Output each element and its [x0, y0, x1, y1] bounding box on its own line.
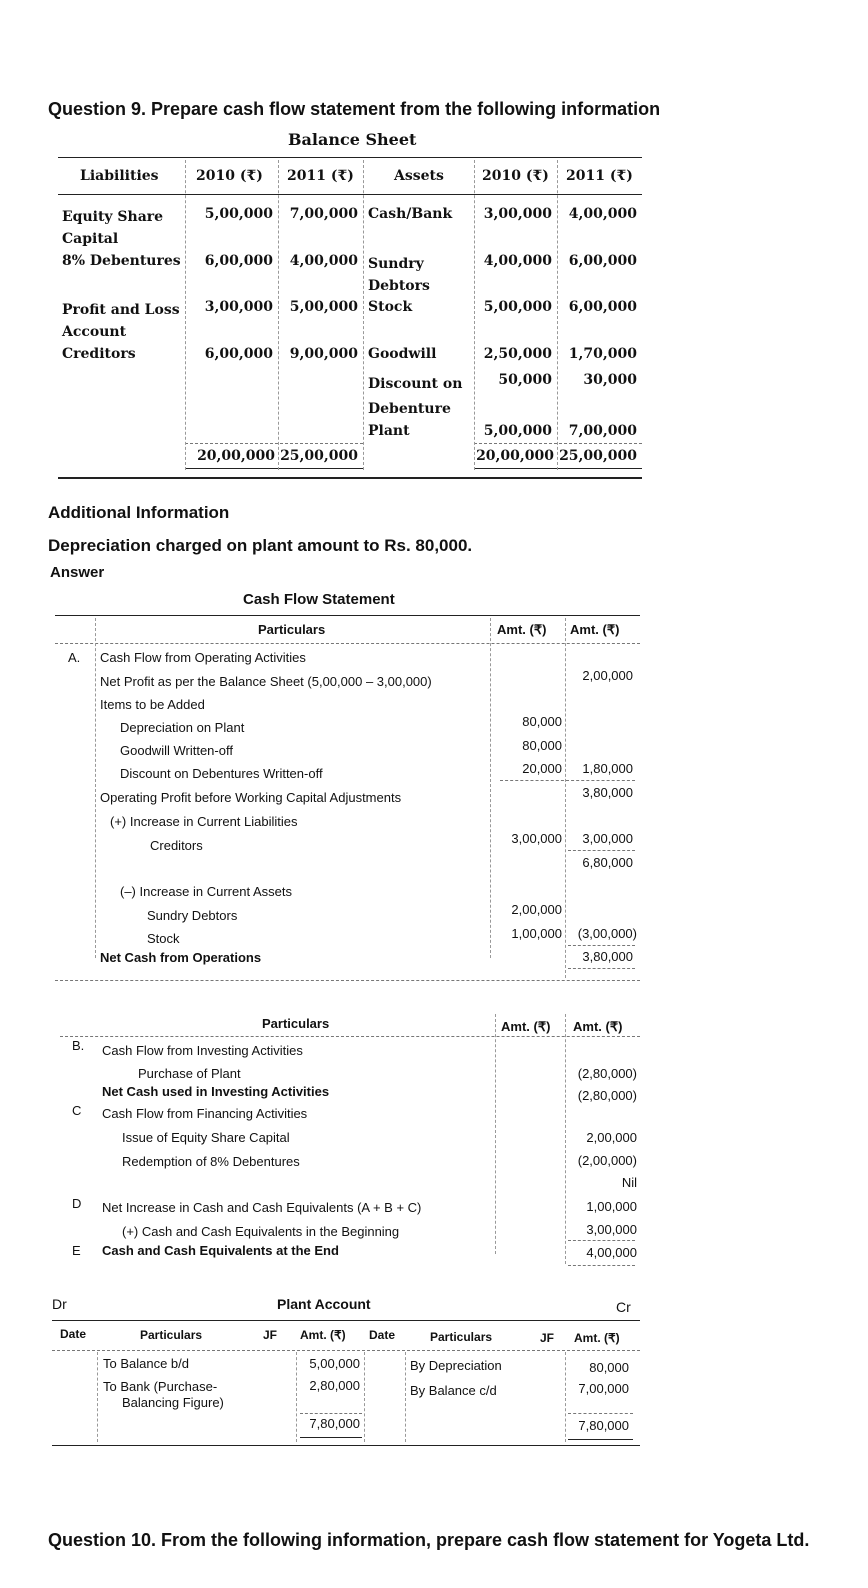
cfs-particulars-header: Particulars	[258, 622, 326, 637]
cfs-amt-header: Amt. (₹)	[570, 622, 620, 637]
operating-profit-amt: 3,80,000	[582, 785, 633, 800]
asset-2010: 50,000	[498, 372, 552, 388]
goodwill-line: Goodwill Written-off	[120, 743, 233, 758]
net-increase-amt: 1,00,000	[586, 1199, 637, 1214]
plant-total-dr: 7,80,000	[309, 1416, 360, 1431]
liability-2010: 3,00,000	[204, 299, 273, 315]
liability-2011: 7,00,000	[289, 206, 358, 222]
answer-label: Answer	[50, 564, 105, 581]
asset-name: Plant	[368, 423, 410, 439]
plant-header-jf: JF	[263, 1328, 278, 1342]
plant-by-balance: By Balance c/d	[410, 1383, 497, 1398]
plant-to-bank-amt: 2,80,000	[309, 1378, 360, 1393]
net-increase-line: Net Increase in Cash and Cash Equivalents (A + B + C)	[102, 1200, 422, 1215]
increase-liabilities-label: (+) Increase in Current Liabilities	[110, 814, 298, 829]
asset-2011: 1,70,000	[568, 346, 637, 362]
plant-total-cr: 7,80,000	[578, 1418, 629, 1433]
liability-name: Equity Share Capital	[62, 209, 164, 247]
investing-activities-title: Cash Flow from Investing Activities	[102, 1043, 303, 1058]
liability-2010: 6,00,000	[204, 253, 273, 269]
plant-header-date: Date	[60, 1327, 87, 1341]
debtors-line: Sundry Debtors	[147, 908, 238, 923]
asset-2010: 2,50,000	[483, 346, 552, 362]
purchase-plant-amt: (2,80,000)	[577, 1066, 637, 1081]
cfs-title: Cash Flow Statement	[243, 591, 395, 608]
total-liabilities-2010: 20,00,000	[197, 448, 275, 464]
asset-name: Goodwill	[368, 346, 437, 362]
plant-header-amt: Amt. (₹)	[300, 1328, 346, 1342]
liability-name: Profit and Loss Account	[62, 302, 180, 340]
asset-name: Cash/Bank	[368, 206, 453, 222]
liability-2011: 9,00,000	[289, 346, 358, 362]
asset-2010: 3,00,000	[483, 206, 552, 222]
operating-profit-line: Operating Profit before Working Capital Adjustments	[100, 790, 402, 805]
liability-2010: 5,00,000	[204, 206, 273, 222]
asset-name: Sundry Debtors	[368, 256, 430, 294]
depreciation-line: Depreciation on Plant	[120, 720, 245, 735]
asset-2011: 7,00,000	[568, 423, 637, 439]
plant-header-particulars: Particulars	[430, 1330, 493, 1344]
stock-amt: 1,00,000	[511, 926, 562, 941]
net-investing-amt: (2,80,000)	[577, 1088, 637, 1103]
bs-header-a2010: 2010 (₹)	[482, 168, 549, 184]
asset-2011: 6,00,000	[568, 253, 637, 269]
redemption-line: Redemption of 8% Debentures	[122, 1154, 300, 1169]
question-9-heading: Question 9. Prepare cash flow statement from the following information	[48, 99, 661, 119]
liability-2011: 4,00,000	[289, 253, 358, 269]
net-investing-line: Net Cash used in Investing Activities	[102, 1084, 330, 1099]
section-label-d: D	[72, 1196, 82, 1211]
plant-to-bank-note: Balancing Figure)	[122, 1395, 224, 1410]
plant-header-amt: Amt. (₹)	[574, 1331, 620, 1345]
question-10-heading: Question 10. From the following information, prepare cash flow statement for Yogeta Ltd.	[48, 1530, 810, 1550]
end-line: Cash and Cash Equivalents at the End	[102, 1243, 339, 1258]
added-total-amt: 1,80,000	[582, 761, 633, 776]
plant-cr: Cr	[616, 1299, 631, 1315]
asset-name: Discount on Debenture	[368, 376, 463, 417]
net-profit-line: Net Profit as per the Balance Sheet (5,00,000 – 3,00,000)	[100, 674, 432, 689]
items-added-label: Items to be Added	[100, 697, 205, 712]
balance-sheet-title: Balance Sheet	[288, 130, 417, 149]
creditors-line: Creditors	[150, 838, 203, 853]
discount-line: Discount on Debentures Written-off	[120, 766, 323, 781]
section-label-c: C	[72, 1103, 82, 1118]
asset-2010: 4,00,000	[483, 253, 552, 269]
operating-activities-title: Cash Flow from Operating Activities	[100, 650, 306, 665]
depreciation-amt: 80,000	[522, 714, 562, 729]
debtors-amt: 2,00,000	[511, 902, 562, 917]
additional-info-text: Depreciation charged on plant amount to Rs. 80,000.	[48, 536, 473, 555]
purchase-plant-line: Purchase of Plant	[138, 1066, 241, 1081]
issue-equity-line: Issue of Equity Share Capital	[122, 1130, 290, 1145]
creditors-total: 3,00,000	[582, 831, 633, 846]
asset-2011: 6,00,000	[568, 299, 637, 315]
section-label-e: E	[72, 1243, 81, 1258]
net-ops-line: Net Cash from Operations	[100, 950, 262, 965]
bs-header-l2011: 2011 (₹)	[287, 168, 354, 184]
total-assets-2010: 20,00,000	[476, 448, 554, 464]
bs-header-assets: Assets	[394, 168, 444, 184]
financing-activities-title: Cash Flow from Financing Activities	[102, 1106, 308, 1121]
redemption-amt: (2,00,000)	[577, 1153, 637, 1168]
plant-to-bank: To Bank (Purchase-	[103, 1379, 218, 1394]
cfs-amt-header: Amt. (₹)	[497, 622, 547, 637]
discount-amt: 20,000	[522, 761, 562, 776]
stock-line: Stock	[147, 931, 180, 946]
plant-dr: Dr	[52, 1296, 67, 1312]
plant-by-balance-amt: 7,00,000	[578, 1381, 629, 1396]
goodwill-amt: 80,000	[522, 738, 562, 753]
plant-header-particulars: Particulars	[140, 1328, 203, 1342]
plant-by-dep-amt: 80,000	[589, 1360, 629, 1375]
issue-equity-amt: 2,00,000	[586, 1130, 637, 1145]
beginning-amt: 3,00,000	[586, 1222, 637, 1237]
plant-to-balance-amt: 5,00,000	[309, 1356, 360, 1371]
bs-header-liabilities: Liabilities	[80, 168, 159, 184]
liability-name: 8% Debentures	[62, 253, 181, 269]
financing-nil: Nil	[621, 1175, 637, 1190]
assets-total: (3,00,000)	[577, 926, 637, 941]
net-profit-amt: 2,00,000	[582, 668, 633, 683]
asset-name: Stock	[368, 299, 413, 315]
section-label-a: A.	[68, 650, 81, 665]
asset-2011: 4,00,000	[568, 206, 637, 222]
bs-header-l2010: 2010 (₹)	[196, 168, 263, 184]
asset-2010: 5,00,000	[483, 423, 552, 439]
liability-name: Creditors	[62, 346, 136, 362]
plant-header-jf: JF	[540, 1331, 555, 1345]
section-label-b: B.	[72, 1038, 85, 1053]
increase-assets-label: (–) Increase in Current Assets	[120, 884, 292, 899]
asset-2011: 30,000	[583, 372, 637, 388]
end-amt: 4,00,000	[586, 1245, 637, 1260]
total-liabilities-2011: 25,00,000	[280, 448, 358, 464]
plant-header-date: Date	[369, 1328, 396, 1342]
additional-info-heading: Additional Information	[48, 503, 230, 522]
asset-2010: 5,00,000	[483, 299, 552, 315]
plant-title: Plant Account	[277, 1296, 371, 1312]
cfs2-amt-header: Amt. (₹)	[573, 1019, 623, 1034]
beginning-line: (+) Cash and Cash Equivalents in the Beginning	[122, 1224, 400, 1239]
net-ops-amt: 3,80,000	[582, 949, 633, 964]
plant-by-dep: By Depreciation	[410, 1358, 502, 1373]
plant-to-balance: To Balance b/d	[103, 1356, 190, 1371]
total-assets-2011: 25,00,000	[559, 448, 637, 464]
bs-header-a2011: 2011 (₹)	[566, 168, 633, 184]
creditors-amt: 3,00,000	[511, 831, 562, 846]
subtotal-amt: 6,80,000	[582, 855, 633, 870]
liability-2010: 6,00,000	[204, 346, 273, 362]
liability-2011: 5,00,000	[289, 299, 358, 315]
cfs2-amt-header: Amt. (₹)	[501, 1019, 551, 1034]
cfs2-particulars-header: Particulars	[262, 1016, 330, 1031]
